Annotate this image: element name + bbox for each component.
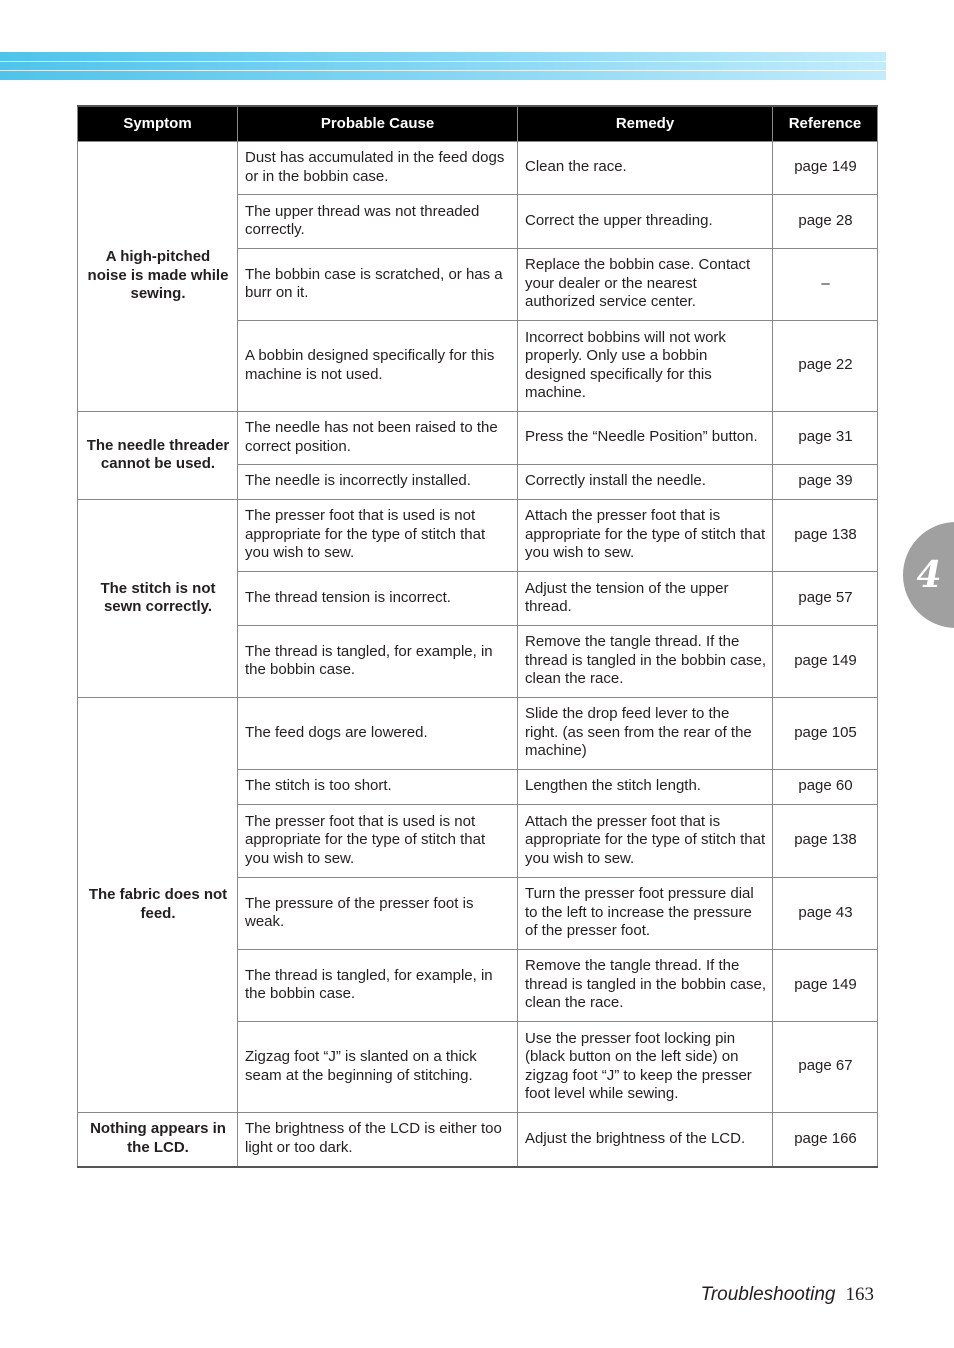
- header-color-band: [0, 52, 886, 80]
- reference-cell: page 60: [773, 770, 878, 805]
- cause-cell: The thread is tangled, for example, in the bobbin case.: [238, 950, 518, 1022]
- remedy-cell: Adjust the brightness of the LCD.: [518, 1113, 773, 1167]
- remedy-cell: Adjust the tension of the upper thread.: [518, 572, 773, 626]
- remedy-cell: Lengthen the stitch length.: [518, 770, 773, 805]
- table-row: [78, 412, 878, 465]
- header-symptom: Symptom: [78, 106, 238, 142]
- cause-cell: Zigzag foot “J” is slanted on a thick seam at the beginning of stitching.: [238, 1022, 518, 1113]
- cause-cell: Dust has accumulated in the feed dogs or in the bobbin case.: [238, 142, 518, 195]
- table-row: [78, 1113, 878, 1167]
- remedy-cell: Clean the race.: [518, 142, 773, 195]
- remedy-cell: Correctly install the needle.: [518, 465, 773, 500]
- footer-section-title: Troubleshooting: [700, 1284, 836, 1305]
- cause-cell: The presser foot that is used is not appropriate for the type of stitch that you wish to sew.: [238, 805, 518, 878]
- footer-page-number: 163: [845, 1284, 874, 1305]
- reference-cell: page 22: [773, 321, 878, 412]
- reference-cell: page 43: [773, 878, 878, 950]
- symptom-cell: A high-pitched noise is made while sewing.: [78, 142, 238, 412]
- reference-cell: page 67: [773, 1022, 878, 1113]
- header-band-line: [0, 61, 886, 62]
- cause-cell: The presser foot that is used is not appropriate for the type of stitch that you wish to sew.: [238, 500, 518, 572]
- reference-cell: –: [773, 249, 878, 321]
- reference-cell: page 57: [773, 572, 878, 626]
- symptom-cell: The fabric does not feed.: [78, 698, 238, 1113]
- cause-cell: The brightness of the LCD is either too light or too dark.: [238, 1113, 518, 1167]
- table-row: [78, 500, 878, 572]
- cause-cell: A bobbin designed specifically for this machine is not used.: [238, 321, 518, 412]
- reference-cell: page 138: [773, 500, 878, 572]
- remedy-cell: Remove the tangle thread. If the thread is tangled in the bobbin case, clean the race.: [518, 950, 773, 1022]
- remedy-cell: Use the presser foot locking pin (black button on the left side) on zigzag foot “J” to keep the presser foot level while sewing.: [518, 1022, 773, 1113]
- cause-cell: The thread is tangled, for example, in the bobbin case.: [238, 626, 518, 698]
- remedy-cell: Turn the presser foot pressure dial to the left to increase the pressure of the presser foot.: [518, 878, 773, 950]
- remedy-cell: Correct the upper threading.: [518, 195, 773, 249]
- cause-cell: The needle has not been raised to the correct position.: [238, 412, 518, 465]
- troubleshooting-table: [77, 105, 878, 1168]
- remedy-cell: Incorrect bobbins will not work properly. Only use a bobbin designed specifically for this machine.: [518, 321, 773, 412]
- cause-cell: The stitch is too short.: [238, 770, 518, 805]
- header-band-line: [0, 70, 886, 71]
- cause-cell: The thread tension is incorrect.: [238, 572, 518, 626]
- cause-cell: The pressure of the presser foot is weak.: [238, 878, 518, 950]
- reference-cell: page 149: [773, 950, 878, 1022]
- remedy-cell: Remove the tangle thread. If the thread is tangled in the bobbin case, clean the race.: [518, 626, 773, 698]
- symptom-cell: The stitch is not sewn correctly.: [78, 500, 238, 698]
- chapter-number: 4: [916, 554, 942, 596]
- table-row: [78, 698, 878, 770]
- header-probable-cause: Probable Cause: [238, 106, 518, 142]
- reference-cell: page 31: [773, 412, 878, 465]
- remedy-cell: Replace the bobbin case. Contact your dealer or the nearest authorized service center.: [518, 249, 773, 321]
- reference-cell: page 149: [773, 142, 878, 195]
- cause-cell: The feed dogs are lowered.: [238, 698, 518, 770]
- reference-cell: page 149: [773, 626, 878, 698]
- remedy-cell: Press the “Needle Position” button.: [518, 412, 773, 465]
- reference-cell: page 28: [773, 195, 878, 249]
- page-footer: [701, 1284, 874, 1306]
- chapter-tab: [903, 522, 954, 628]
- reference-cell: page 105: [773, 698, 878, 770]
- remedy-cell: Attach the presser foot that is appropriate for the type of stitch that you wish to sew.: [518, 500, 773, 572]
- reference-cell: page 166: [773, 1113, 878, 1167]
- table-row: [78, 142, 878, 195]
- remedy-cell: Slide the drop feed lever to the right. (as seen from the rear of the machine): [518, 698, 773, 770]
- cause-cell: The bobbin case is scratched, or has a burr on it.: [238, 249, 518, 321]
- symptom-cell: The needle threader cannot be used.: [78, 412, 238, 500]
- symptom-cell: Nothing appears in the LCD.: [78, 1113, 238, 1167]
- reference-cell: page 138: [773, 805, 878, 878]
- header-reference: Reference: [773, 106, 878, 142]
- cause-cell: The upper thread was not threaded correctly.: [238, 195, 518, 249]
- table-header-row: [78, 106, 878, 142]
- reference-cell: page 39: [773, 465, 878, 500]
- header-remedy: Remedy: [518, 106, 773, 142]
- remedy-cell: Attach the presser foot that is appropriate for the type of stitch that you wish to sew.: [518, 805, 773, 878]
- cause-cell: The needle is incorrectly installed.: [238, 465, 518, 500]
